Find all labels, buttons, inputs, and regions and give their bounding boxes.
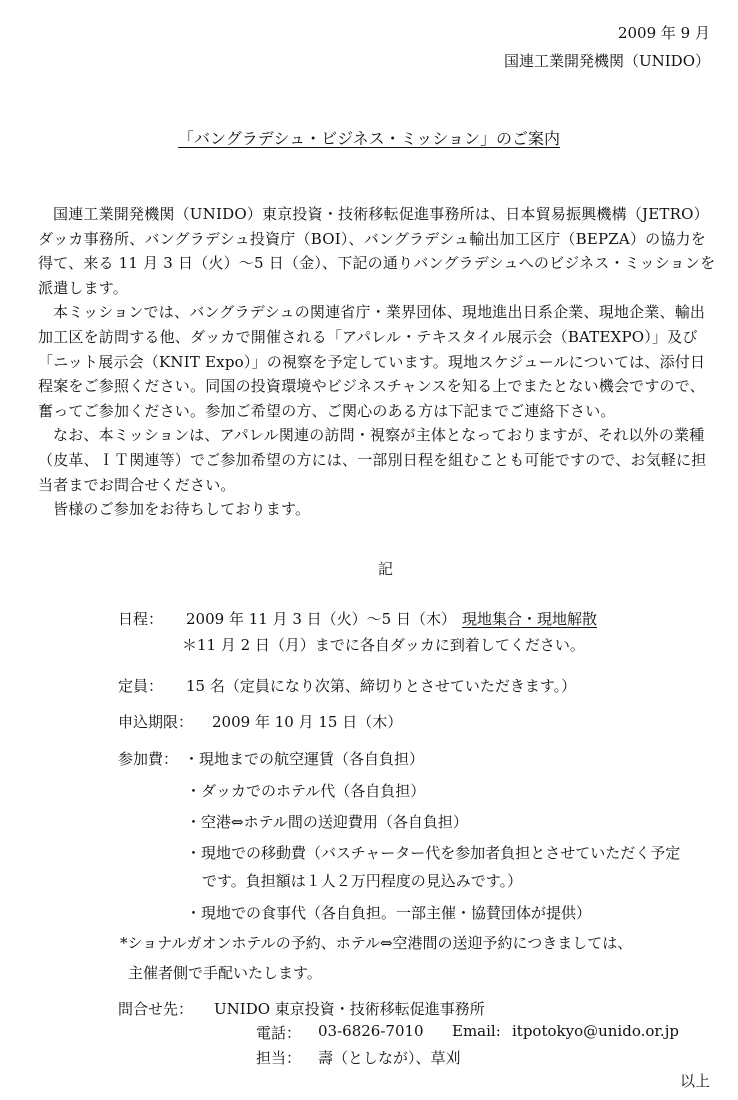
fee-item: ・現地までの航空運賃（各自負担） [184,750,425,768]
email-label: Email: [452,1022,501,1040]
hotel-note-continued: 主催者側で手配いたします。 [128,964,322,982]
person-label: 担当： [256,1049,302,1067]
capacity-value: 15 名（定員になり次第、締切りとさせていただきます。） [186,677,577,695]
issuing-organization: 国連工業開発機関（UNIDO） [503,52,710,70]
tel-label: 電話： [256,1024,302,1042]
fees-label: 参加費： [118,750,179,768]
document-date: 2009 年 9 月 [617,24,710,42]
fee-item: ・現地での食事代（各自負担。一部主催・協賛団体が提供） [186,904,592,922]
schedule-note: ＊11 月 2 日（月）までに各自ダッカに到着してください。 [182,636,585,654]
paragraph-2: 本ミッションでは、バングラデシュの関連省庁・業界団体、現地進出日系企業、現地企業、輸出加工区を訪問する他、ダッカで開催される「アパレル・テキスタイル展示会（BATEXPO）」及び「ニット展示会（KNIT Expo）」の視察を予定しています。現地スケジュールについては、添付日程案をご参照ください。同国の投資環境やビジネスチャンスを知る上でまたとない機会ですので、奮ってご参加ください。参加ご希望の方、ご関心のある方は下記までご連絡下さい。 [38,303,706,420]
document-title: 「バングラデシュ・ビジネス・ミッション」のご案内 [178,129,560,148]
paragraph-4: 皆様のご参加をお待ちしております。 [53,500,311,519]
schedule-label: 日程： [118,610,164,628]
paragraph-3: なお、本ミッションは、アパレル関連の訪問・視察が主体となっておりますが、それ以外の業種（皮革、ＩＴ関連等）でご参加希望の方には、一部別日程を組むことも可能ですので、お気軽に担当者までお問合せください。 [38,426,707,494]
paragraph-1: 国連工業開発機関（UNIDO）東京投資・技術移転促進事務所は、日本貿易振興機構（JETRO）ダッカ事務所、バングラデシュ投資庁（BOI）、バングラデシュ輸出加工区庁（BEPZA）の協力を得て、来る 11 月 3 日（火）～5 日（金）、下記の通りバングラデシュへのビジネス・ミッションを派遣します。 [38,205,716,297]
schedule-meeting: 現地集合・現地解散 [462,610,598,628]
fee-item: ・ダッカでのホテル代（各自負担） [186,782,426,800]
closing-mark: 以上 [679,1072,710,1090]
email-address[interactable]: itpotokyo@unido.or.jp [512,1022,679,1040]
person-names: 壽（としなが）、草刈 [318,1049,461,1067]
deadline-value: 2009 年 10 月 15 日（木） [212,713,403,731]
contact-label: 問合せ先： [118,1000,194,1018]
contact-office: UNIDO 東京投資・技術移転促進事務所 [214,1000,485,1018]
fee-item: ・空港⇔ホテル間の送迎費用（各自負担） [186,813,468,831]
body-text [38,202,718,522]
ki-heading: 記 [378,560,394,578]
tel-number: 03-6826-7010 [318,1022,424,1040]
hotel-note: *ショナルガオンホテルの予約、ホテル⇔空港間の送迎予約につきましては、 [120,934,633,952]
fee-item-continued: です。負担額は１人２万円程度の見込みです。） [202,872,523,890]
fee-item: ・現地での移動費（バスチャーター代を参加者負担とさせていただく予定 [186,844,681,862]
schedule-value: 2009 年 11 月 3 日（火）～5 日（木） [186,610,456,628]
deadline-label: 申込期限： [118,713,194,731]
capacity-label: 定員： [118,677,164,695]
